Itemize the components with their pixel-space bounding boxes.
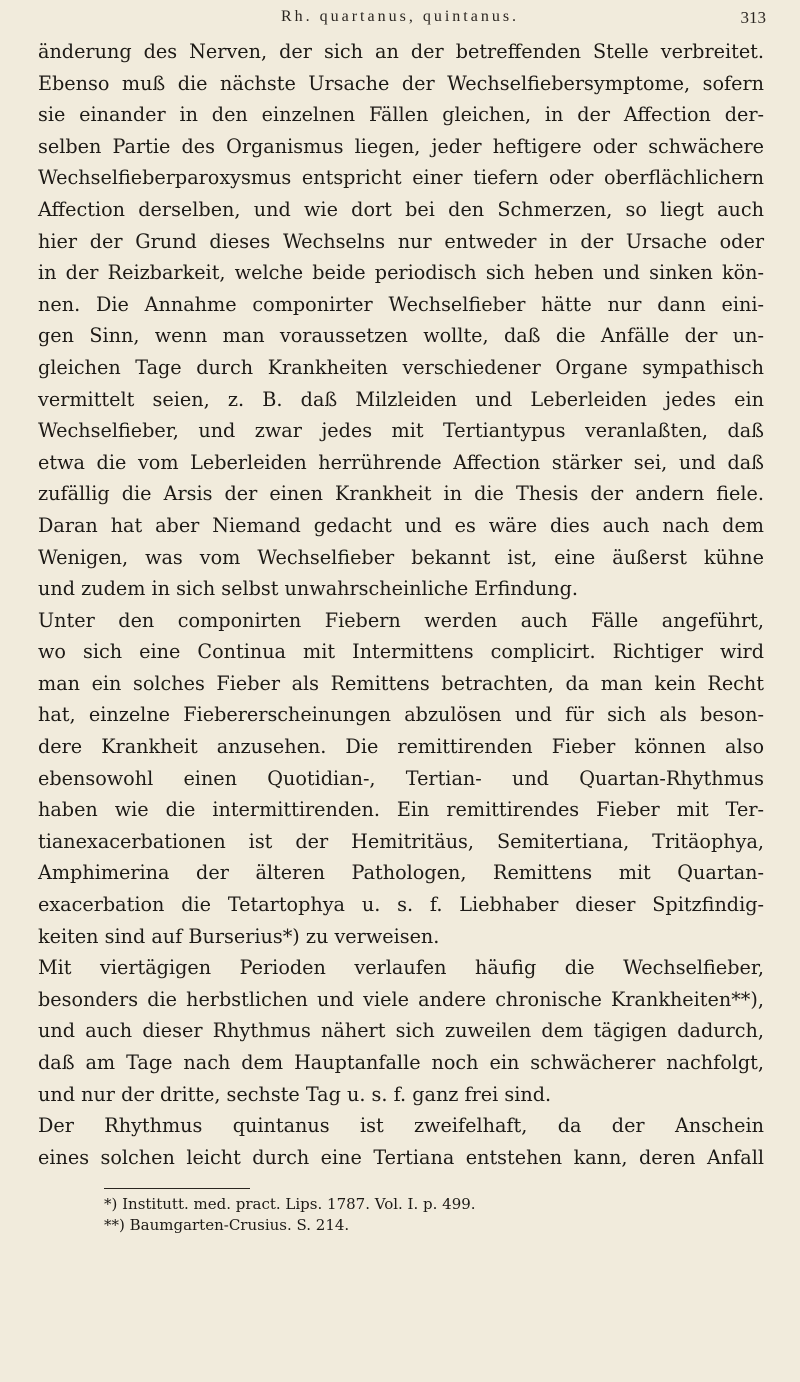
text-line: haben wie die intermittirenden. Ein remittirendes Fieber mit Ter- [38, 798, 764, 822]
text-line: gleichen Tage durch Krankheiten verschiedener Organe sympathisch [38, 355, 764, 379]
text-line: etwa die vom Leberleiden herrührende Affection stärker sei, und daß [38, 450, 764, 474]
text-line: Unter den componirten Fiebern werden auch Fälle angeführt, [38, 608, 764, 632]
footnote-divider [104, 1188, 250, 1189]
text-line: vermittelt seien, z. B. daß Milzleiden und Leberleiden jedes ein [38, 387, 764, 411]
text-line: sie einander in den einzelnen Fällen gleichen, in der Affection der- [38, 103, 764, 127]
text-line: Daran hat aber Niemand gedacht und es wäre dies auch nach dem [38, 513, 764, 537]
text-line: selben Partie des Organismus liegen, jeder heftigere oder schwächere [38, 134, 764, 158]
text-line: besonders die herbstlichen und viele andere chronische Krankheiten**), [38, 987, 764, 1011]
text-line: dere Krankheit anzusehen. Die remittirenden Fieber können also [38, 735, 764, 759]
text-line: hat, einzelne Fiebererscheinungen abzulösen und für sich als beson- [38, 703, 764, 727]
text-line: gen Sinn, wenn man voraussetzen wollte, daß die Anfälle der un- [38, 324, 764, 348]
text-line: daß am Tage nach dem Hauptanfalle noch ein schwächerer nachfolgt, [38, 1051, 764, 1074]
text-line: eines solchen leicht durch eine Tertiana entstehen kann, deren Anfall [38, 1145, 764, 1169]
text-line: Ebenso muß die nächste Ursache der Wechselfiebersymptome, sofern [38, 71, 764, 95]
text-line: Mit viertägigen Perioden verlaufen häufig die Wechselfieber, [38, 956, 764, 980]
text-line: man ein solches Fieber als Remittens betrachten, da man kein Recht [38, 671, 764, 695]
text-line: nen. Die Annahme componirter Wechselfieber hätte nur dann eini- [38, 292, 764, 316]
footnote: *) Institutt. med. pract. Lips. 1787. Vol. I. p. 499. [104, 1195, 476, 1213]
text-line: tianexacerbationen ist der Hemitritäus, Semitertiana, Tritäophya, [38, 829, 764, 853]
text-line: keiten sind auf Burserius*) zu verweisen. [38, 924, 440, 948]
text-line: exacerbation die Tetartophya u. s. f. Liebhaber dieser Spitzfindig- [38, 893, 764, 917]
text-line: und auch dieser Rhythmus nähert sich zuweilen dem tägigen dadurch, [38, 1019, 764, 1043]
text-line: Der Rhythmus quintanus ist zweifelhaft, da der Anschein [38, 1114, 764, 1138]
text-line: und zudem in sich selbst unwahrscheinliche Erfindung. [38, 577, 579, 601]
footnote: **) Baumgarten-Crusius. S. 214. [104, 1216, 350, 1234]
text-line: ebensowohl einen Quotidian-, Tertian- und Quartan-Rhythmus [38, 766, 764, 790]
text-line: Wechselfieber, und zwar jedes mit Tertiantypus veranlaßten, daß [38, 419, 764, 443]
text-line: und nur der dritte, sechste Tag u. s. f. ganz frei sind. [38, 1082, 552, 1106]
running-head: Rh. quartanus, quintanus. [280, 8, 520, 25]
text-line: zufällig die Arsis der einen Krankheit in die Thesis der andern fiele. [38, 482, 764, 506]
page-number: 313 [740, 8, 766, 27]
text-line: Wenigen, was vom Wechselfieber bekannt ist, eine äußerst kühne [38, 545, 764, 569]
text-line: Affection derselben, und wie dort bei den Schmerzen, so liegt auch [38, 197, 764, 221]
text-line: wo sich eine Continua mit Intermittens complicirt. Richtiger wird [38, 640, 764, 664]
footnotes [104, 1194, 744, 1236]
text-line: änderung des Nerven, der sich an der betreffenden Stelle verbreitet. [38, 40, 764, 63]
text-line: hier der Grund dieses Wechselns nur entweder in der Ursache oder [38, 229, 764, 253]
text-line: Amphimerina der älteren Pathologen, Remittens mit Quartan- [38, 861, 764, 885]
body-text [38, 36, 764, 1173]
text-line: Wechselfieberparoxysmus entspricht einer tiefern oder oberflächlichern [38, 166, 764, 190]
text-line: in der Reizbarkeit, welche beide periodisch sich heben und sinken kön- [38, 261, 764, 285]
